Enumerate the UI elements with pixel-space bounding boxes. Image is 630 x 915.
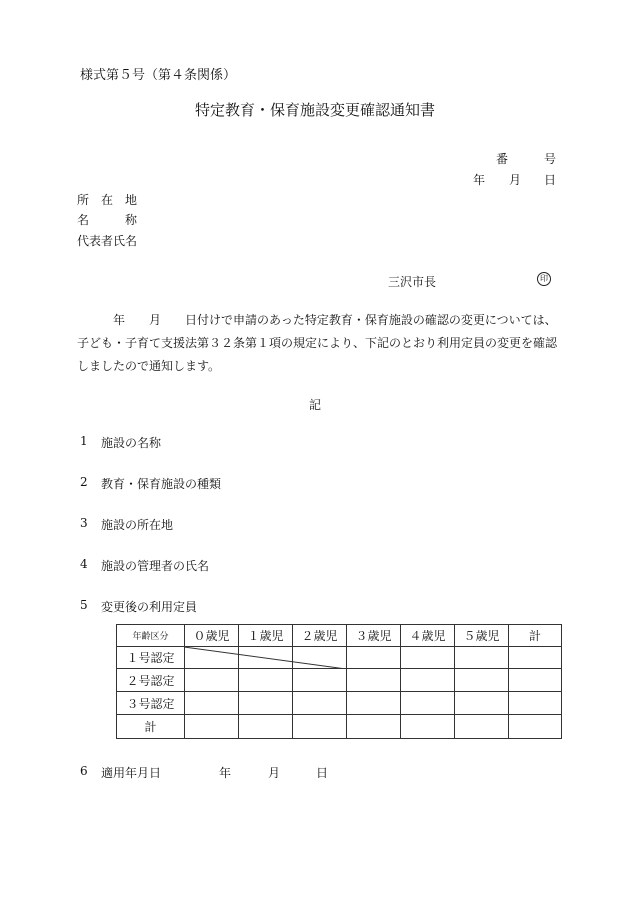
capacity-cell[interactable] [347, 692, 401, 715]
capacity-cell[interactable] [293, 669, 347, 692]
n-a-cell [185, 647, 239, 669]
capacity-cell[interactable] [455, 669, 509, 692]
item-1-label: 施設の名称 [101, 436, 162, 450]
capacity-total-row [117, 715, 562, 739]
capacity-header-row [117, 625, 562, 647]
item-2-label: 教育・保育施設の種類 [101, 477, 222, 491]
recipient-address-label: 所 在 地 [77, 193, 138, 207]
capacity-cell[interactable] [239, 669, 293, 692]
row-label-cell: ２号認定 [117, 669, 185, 692]
capacity-cell[interactable] [509, 692, 562, 715]
capacity-cell[interactable] [401, 715, 455, 739]
age-header-cell: １歳児 [239, 625, 293, 647]
capacity-cell[interactable] [509, 669, 562, 692]
item-2-number: 2 [80, 475, 88, 489]
form-number: 様式第５号（第４条関係） [80, 68, 237, 83]
capacity-cell[interactable] [239, 715, 293, 739]
capacity-cell[interactable] [455, 715, 509, 739]
capacity-cell[interactable] [293, 715, 347, 739]
capacity-row [117, 647, 562, 669]
capacity-cell[interactable] [185, 669, 239, 692]
capacity-cell[interactable] [347, 669, 401, 692]
capacity-cell[interactable] [401, 669, 455, 692]
n-a-cell [293, 647, 347, 669]
capacity-cell[interactable] [455, 692, 509, 715]
issuer-title: 三沢市長 [388, 275, 437, 289]
age-header-cell: ５歳児 [455, 625, 509, 647]
capacity-row [117, 692, 562, 715]
capacity-cell[interactable] [239, 692, 293, 715]
effective-date-day: 日 [316, 766, 329, 780]
item-5-label: 変更後の利用定員 [101, 600, 198, 614]
issue-date-month: 月 [509, 173, 522, 187]
capacity-cell[interactable] [185, 715, 239, 739]
reference-number-suffix: 号 [544, 152, 557, 166]
item-6-number: 6 [80, 764, 88, 778]
capacity-row [117, 669, 562, 692]
capacity-cell[interactable] [401, 692, 455, 715]
item-4-label: 施設の管理者の氏名 [101, 559, 210, 573]
recipient-name-label: 名 称 [77, 213, 138, 227]
total-header-cell: 計 [509, 625, 562, 647]
capacity-cell[interactable] [509, 647, 562, 669]
item-3-label: 施設の所在地 [101, 518, 174, 532]
item-4-number: 4 [80, 557, 88, 571]
row-label-cell: １号認定 [117, 647, 185, 669]
capacity-cell[interactable] [401, 647, 455, 669]
effective-date-month: 月 [268, 766, 281, 780]
age-header-cell: ３歳児 [347, 625, 401, 647]
issue-date-day: 日 [544, 173, 557, 187]
row-label-cell: ３号認定 [117, 692, 185, 715]
age-header-cell: ４歳児 [401, 625, 455, 647]
capacity-cell[interactable] [293, 692, 347, 715]
capacity-table [116, 624, 562, 739]
capacity-cell[interactable] [347, 715, 401, 739]
capacity-cell[interactable] [185, 692, 239, 715]
item-6-label: 適用年月日 [101, 766, 162, 780]
effective-date-year: 年 [219, 766, 232, 780]
issue-date-year: 年 [473, 173, 486, 187]
row-label-cell: 計 [117, 715, 185, 739]
reference-number-label: 番 [496, 152, 509, 166]
recipient-representative-label: 代表者氏名 [77, 234, 138, 248]
age-header-cell: ２歳児 [293, 625, 347, 647]
item-1-number: 1 [80, 434, 88, 448]
age-header-cell: ０歳児 [185, 625, 239, 647]
item-5-number: 5 [80, 598, 88, 612]
corner-header-cell: 年齢区分 [117, 625, 185, 647]
item-3-number: 3 [80, 516, 88, 530]
seal-mark: 印 [537, 272, 551, 286]
capacity-cell[interactable] [455, 647, 509, 669]
n-a-cell [239, 647, 293, 669]
ki-heading: 記 [308, 398, 321, 412]
capacity-cell[interactable] [509, 715, 562, 739]
document-title: 特定教育・保育施設変更確認通知書 [194, 101, 435, 119]
notice-body-text: 年 月 日付けで申請のあった特定教育・保育施設の確認の変更については、子ども・子育て支援法第３２条第１項の規定により、下記のとおり利用定員の変更を確認しましたので通知します。 [77, 313, 558, 373]
capacity-cell[interactable] [347, 647, 401, 669]
